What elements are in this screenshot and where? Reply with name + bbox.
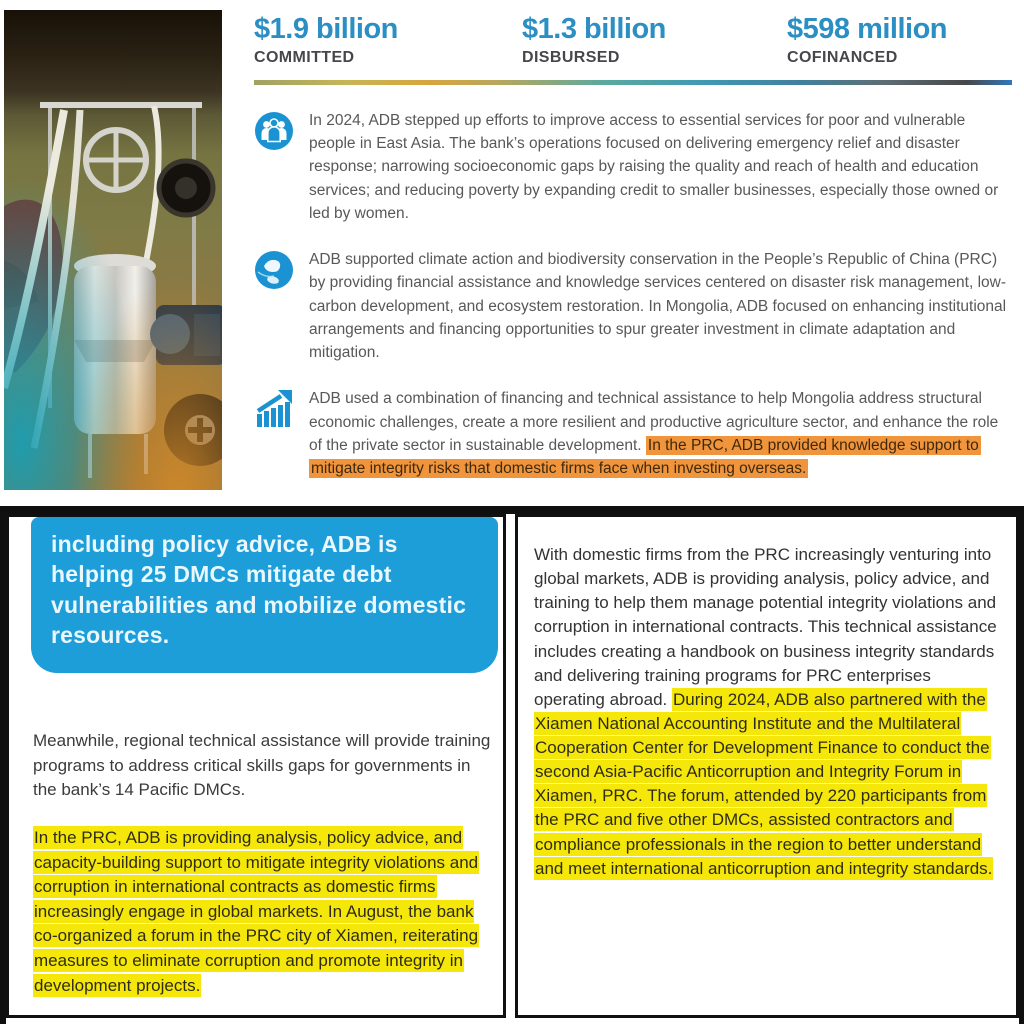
stat-committed-label: COMMITTED bbox=[254, 48, 355, 66]
top-content bbox=[232, 0, 1024, 480]
right-panel bbox=[515, 514, 1019, 1018]
bullet-people bbox=[254, 109, 1012, 225]
photo-illustration bbox=[4, 10, 222, 490]
stat-disbursed bbox=[522, 14, 787, 67]
right-yellow-highlight: During 2024, ADB also partnered with the Xiamen National Accounting Institute and the Multilateral Cooperation Center for Development Finance to conduct the second Asia-Pacific Anticorruption and Integrity Forum in Xiamen, PRC. The forum, attended by 220 participants from the PRC and five other DMCs, assisted contractors and compliance professionals in the region to better understand and meet international anticorruption and integrity standards. bbox=[535, 689, 993, 878]
stat-committed bbox=[254, 14, 522, 67]
growth-chart-icon bbox=[254, 389, 294, 429]
panel-gap bbox=[506, 514, 515, 1018]
stat-cofinanced-value: $598 million bbox=[787, 13, 948, 45]
bottom-panels bbox=[6, 514, 1019, 1018]
stats-row bbox=[254, 14, 1012, 67]
left-panel-paragraph: Meanwhile, regional technical assistance will provide training programs to address critical skills gaps for governments in the bank’s 14 Pacific DMCs. bbox=[33, 731, 491, 800]
bullet-globe bbox=[254, 248, 1012, 364]
bullet-globe-text: ADB supported climate action and biodiversity conservation in the People’s Republic of China (PRC) by providing financial assistance and knowledge services centered on disaster risk management, low-carbon development, and ecosystem restoration. In Mongolia, ADB focused on enhancing institutional arrangements and financing opportunities to spur greater investment in climate adaptation and mitigation. bbox=[309, 251, 1007, 362]
bullet-list bbox=[254, 109, 1012, 481]
stat-cofinanced bbox=[787, 14, 1012, 67]
milking-machine-photo bbox=[4, 10, 222, 490]
bullet-growth bbox=[254, 387, 1012, 480]
left-yellow-highlight: In the PRC, ADB is providing analysis, policy advice, and capacity-building support to mitigate integrity violations and corruption in international contracts as domestic firms increasingly engage in global markets. In August, the bank co-organized a forum in the PRC city of Xiamen, reiterating measures to eliminate corruption and promote integrity in development projects. bbox=[34, 827, 479, 995]
right-panel-paragraph bbox=[518, 517, 1016, 881]
stat-cofinanced-label: COFINANCED bbox=[787, 48, 898, 66]
right-panel-plain: With domestic firms from the PRC increasingly venturing into global markets, ADB is providing analysis, policy advice, and training to help them manage potential integrity violations and corruption in international contracts. This technical assistance includes creating a handbook on business integrity standards and delivering training programs for PRC enterprises operating abroad. bbox=[534, 545, 997, 709]
right-black-edge bbox=[1019, 506, 1024, 1024]
left-panel bbox=[6, 514, 506, 1018]
stat-committed-value: $1.9 billion bbox=[254, 13, 398, 45]
blue-callout-box: including policy advice, ADB is helping 25 DMCs mitigate debt vulnerabilities and mobilize domestic resources. bbox=[31, 517, 498, 673]
bullet-growth-plain: ADB used a combination of financing and technical assistance to help Mongolia address structural economic challenges, create a more resilient and productive agriculture sector, and enhance the role of the private sector in sustainable development. bbox=[309, 390, 999, 454]
gradient-divider bbox=[254, 80, 1012, 85]
bullet-growth-text bbox=[309, 387, 1012, 480]
left-panel-highlighted-paragraph bbox=[9, 826, 503, 998]
stat-disbursed-value: $1.3 billion bbox=[522, 13, 666, 45]
globe-icon bbox=[254, 250, 294, 290]
bottom-section bbox=[0, 506, 1024, 1024]
bullet-people-text: In 2024, ADB stepped up efforts to improve access to essential services for poor and vulnerable people in East Asia. The bank’s operations focused on delivering emergency relief and disaster response; narrowing socioeconomic gaps by raising the quality and reach of health and education services; and reducing poverty by expanding credit to smaller businesses, especially those owned or led by women. bbox=[309, 111, 999, 222]
people-icon bbox=[254, 111, 294, 151]
top-section bbox=[0, 0, 1024, 506]
stat-disbursed-label: DISBURSED bbox=[522, 48, 620, 66]
bullet-growth-highlight: In the PRC, ADB provided knowledge support to mitigate integrity risks that domestic firms face when investing overseas. bbox=[311, 436, 979, 478]
